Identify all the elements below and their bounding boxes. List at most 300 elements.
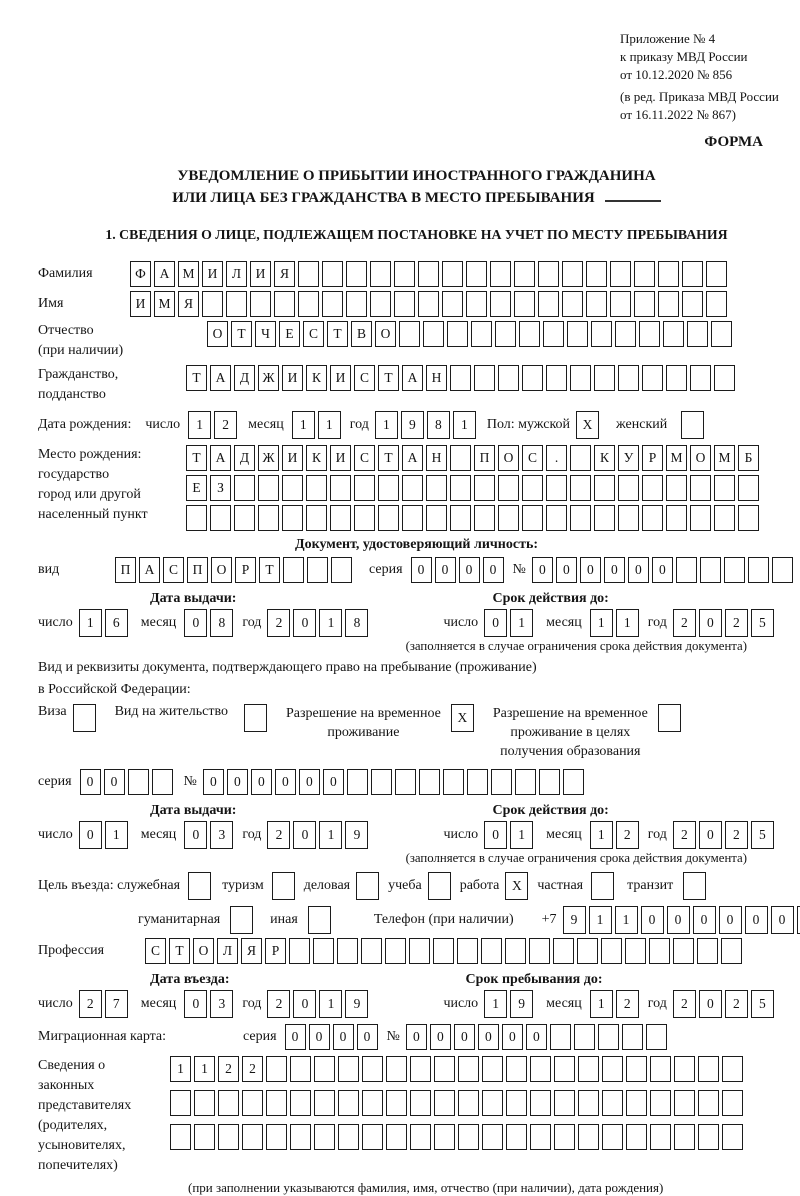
char-cell[interactable] (394, 291, 415, 317)
char-cell[interactable] (697, 938, 718, 964)
char-cell[interactable]: 0 (699, 609, 722, 637)
char-cell[interactable]: А (210, 445, 231, 471)
char-cell[interactable] (250, 291, 271, 317)
char-cell[interactable] (626, 1124, 647, 1150)
char-cell[interactable]: А (210, 365, 231, 391)
char-cell[interactable] (466, 291, 487, 317)
char-cell[interactable] (562, 261, 583, 287)
char-cell[interactable] (258, 505, 279, 531)
char-cell[interactable]: Т (259, 557, 280, 583)
char-cell[interactable] (570, 445, 591, 471)
char-cell[interactable]: 2 (725, 609, 748, 637)
char-cell[interactable] (706, 291, 727, 317)
char-cell[interactable] (562, 291, 583, 317)
char-cell[interactable] (578, 1090, 599, 1116)
char-cell[interactable] (539, 769, 560, 795)
char-cell[interactable] (337, 938, 358, 964)
char-cell[interactable]: 0 (641, 906, 664, 934)
char-cell[interactable]: 2 (267, 990, 290, 1018)
char-cell[interactable] (650, 1090, 671, 1116)
char-cell[interactable] (634, 261, 655, 287)
char-cell[interactable]: 2 (725, 821, 748, 849)
char-cell[interactable]: З (210, 475, 231, 501)
char-cell[interactable] (354, 505, 375, 531)
char-cell[interactable]: С (163, 557, 184, 583)
char-cell[interactable] (505, 938, 526, 964)
char-cell[interactable]: 2 (616, 990, 639, 1018)
char-cell[interactable] (362, 1124, 383, 1150)
char-cell[interactable] (538, 291, 559, 317)
char-cell[interactable]: 0 (484, 609, 507, 637)
char-cell[interactable]: 0 (184, 990, 207, 1018)
char-cell[interactable]: X (576, 411, 599, 439)
char-cell[interactable]: 1 (616, 609, 639, 637)
char-cell[interactable]: 0 (80, 769, 101, 795)
char-cell[interactable] (797, 906, 800, 934)
char-cell[interactable]: 1 (292, 411, 315, 439)
char-cell[interactable] (266, 1090, 287, 1116)
char-cell[interactable]: 1 (510, 609, 533, 637)
char-cell[interactable]: А (154, 261, 175, 287)
char-cell[interactable] (314, 1124, 335, 1150)
char-cell[interactable] (128, 769, 149, 795)
char-cell[interactable] (570, 505, 591, 531)
char-cell[interactable] (642, 365, 663, 391)
char-cell[interactable] (698, 1056, 719, 1082)
char-cell[interactable]: 1 (319, 609, 342, 637)
char-cell[interactable] (646, 1024, 667, 1050)
char-cell[interactable]: 2 (673, 609, 696, 637)
char-cell[interactable]: 5 (751, 821, 774, 849)
char-cell[interactable]: 6 (105, 609, 128, 637)
char-cell[interactable]: 0 (604, 557, 625, 583)
char-cell[interactable]: Л (226, 261, 247, 287)
char-cell[interactable]: Р (235, 557, 256, 583)
char-cell[interactable] (495, 321, 516, 347)
char-cell[interactable]: 1 (188, 411, 211, 439)
char-cell[interactable]: 1 (319, 990, 342, 1018)
char-cell[interactable]: П (115, 557, 136, 583)
char-cell[interactable] (458, 1124, 479, 1150)
char-cell[interactable] (598, 1024, 619, 1050)
char-cell[interactable]: Ч (255, 321, 276, 347)
char-cell[interactable]: Т (378, 365, 399, 391)
char-cell[interactable] (634, 291, 655, 317)
char-cell[interactable]: 0 (357, 1024, 378, 1050)
char-cell[interactable] (772, 557, 793, 583)
char-cell[interactable] (714, 475, 735, 501)
char-cell[interactable] (282, 475, 303, 501)
char-cell[interactable] (428, 872, 451, 900)
char-cell[interactable] (410, 1090, 431, 1116)
char-cell[interactable]: И (330, 445, 351, 471)
char-cell[interactable] (356, 872, 379, 900)
char-cell[interactable] (450, 365, 471, 391)
char-cell[interactable] (546, 505, 567, 531)
char-cell[interactable] (530, 1090, 551, 1116)
char-cell[interactable] (290, 1124, 311, 1150)
char-cell[interactable]: 0 (227, 769, 248, 795)
char-cell[interactable]: 0 (293, 821, 316, 849)
char-cell[interactable] (515, 769, 536, 795)
char-cell[interactable]: 8 (210, 609, 233, 637)
char-cell[interactable]: 0 (184, 821, 207, 849)
char-cell[interactable]: 0 (333, 1024, 354, 1050)
char-cell[interactable] (330, 505, 351, 531)
char-cell[interactable]: И (282, 365, 303, 391)
char-cell[interactable] (650, 1056, 671, 1082)
char-cell[interactable] (313, 938, 334, 964)
char-cell[interactable]: С (145, 938, 166, 964)
char-cell[interactable] (506, 1090, 527, 1116)
char-cell[interactable] (625, 938, 646, 964)
char-cell[interactable] (210, 505, 231, 531)
char-cell[interactable] (554, 1056, 575, 1082)
char-cell[interactable]: Е (279, 321, 300, 347)
char-cell[interactable] (594, 505, 615, 531)
char-cell[interactable]: 0 (309, 1024, 330, 1050)
char-cell[interactable] (618, 365, 639, 391)
char-cell[interactable] (602, 1090, 623, 1116)
char-cell[interactable] (482, 1090, 503, 1116)
char-cell[interactable] (711, 321, 732, 347)
char-cell[interactable]: Ф (130, 261, 151, 287)
char-cell[interactable] (354, 475, 375, 501)
char-cell[interactable] (73, 704, 96, 732)
char-cell[interactable]: 2 (242, 1056, 263, 1082)
char-cell[interactable] (322, 291, 343, 317)
char-cell[interactable]: 0 (79, 821, 102, 849)
char-cell[interactable] (338, 1124, 359, 1150)
char-cell[interactable] (700, 557, 721, 583)
char-cell[interactable] (642, 475, 663, 501)
char-cell[interactable] (346, 291, 367, 317)
char-cell[interactable] (290, 1090, 311, 1116)
char-cell[interactable]: 0 (454, 1024, 475, 1050)
char-cell[interactable]: О (193, 938, 214, 964)
char-cell[interactable]: Р (642, 445, 663, 471)
char-cell[interactable]: 0 (693, 906, 716, 934)
char-cell[interactable] (266, 1056, 287, 1082)
char-cell[interactable] (673, 938, 694, 964)
char-cell[interactable] (481, 938, 502, 964)
char-cell[interactable] (553, 938, 574, 964)
char-cell[interactable] (591, 321, 612, 347)
char-cell[interactable] (570, 365, 591, 391)
char-cell[interactable] (434, 1124, 455, 1150)
char-cell[interactable]: Н (426, 445, 447, 471)
char-cell[interactable] (610, 291, 631, 317)
char-cell[interactable] (378, 475, 399, 501)
char-cell[interactable] (234, 505, 255, 531)
char-cell[interactable] (658, 261, 679, 287)
char-cell[interactable] (466, 261, 487, 287)
char-cell[interactable]: 2 (79, 990, 102, 1018)
char-cell[interactable]: 0 (699, 821, 722, 849)
char-cell[interactable] (272, 872, 295, 900)
char-cell[interactable]: Т (378, 445, 399, 471)
char-cell[interactable]: Д (234, 445, 255, 471)
char-cell[interactable] (506, 1124, 527, 1150)
char-cell[interactable] (594, 475, 615, 501)
char-cell[interactable] (666, 505, 687, 531)
char-cell[interactable]: 2 (218, 1056, 239, 1082)
char-cell[interactable]: 1 (510, 821, 533, 849)
char-cell[interactable] (514, 261, 535, 287)
char-cell[interactable] (698, 1090, 719, 1116)
char-cell[interactable] (570, 475, 591, 501)
char-cell[interactable]: 1 (590, 821, 613, 849)
char-cell[interactable] (410, 1124, 431, 1150)
char-cell[interactable]: 2 (267, 821, 290, 849)
char-cell[interactable] (194, 1124, 215, 1150)
char-cell[interactable]: 0 (745, 906, 768, 934)
char-cell[interactable]: Т (327, 321, 348, 347)
char-cell[interactable] (378, 505, 399, 531)
char-cell[interactable]: 1 (170, 1056, 191, 1082)
char-cell[interactable]: Ж (258, 445, 279, 471)
char-cell[interactable] (188, 872, 211, 900)
char-cell[interactable] (574, 1024, 595, 1050)
char-cell[interactable] (666, 365, 687, 391)
char-cell[interactable]: Т (231, 321, 252, 347)
char-cell[interactable] (386, 1124, 407, 1150)
char-cell[interactable]: 0 (628, 557, 649, 583)
char-cell[interactable] (567, 321, 588, 347)
char-cell[interactable]: 8 (345, 609, 368, 637)
char-cell[interactable] (433, 938, 454, 964)
char-cell[interactable] (298, 261, 319, 287)
char-cell[interactable] (170, 1124, 191, 1150)
char-cell[interactable] (722, 1124, 743, 1150)
char-cell[interactable]: 2 (725, 990, 748, 1018)
char-cell[interactable] (522, 475, 543, 501)
char-cell[interactable] (577, 938, 598, 964)
char-cell[interactable] (550, 1024, 571, 1050)
char-cell[interactable]: 0 (667, 906, 690, 934)
char-cell[interactable]: 0 (435, 557, 456, 583)
char-cell[interactable]: 2 (267, 609, 290, 637)
char-cell[interactable] (386, 1056, 407, 1082)
char-cell[interactable]: П (187, 557, 208, 583)
char-cell[interactable] (722, 1090, 743, 1116)
char-cell[interactable] (458, 1056, 479, 1082)
char-cell[interactable] (395, 769, 416, 795)
char-cell[interactable]: . (546, 445, 567, 471)
char-cell[interactable]: А (402, 365, 423, 391)
char-cell[interactable] (738, 475, 759, 501)
char-cell[interactable] (721, 938, 742, 964)
char-cell[interactable]: 0 (532, 557, 553, 583)
char-cell[interactable] (426, 505, 447, 531)
char-cell[interactable] (498, 475, 519, 501)
char-cell[interactable] (362, 1056, 383, 1082)
char-cell[interactable]: О (498, 445, 519, 471)
char-cell[interactable] (642, 505, 663, 531)
char-cell[interactable] (399, 321, 420, 347)
char-cell[interactable]: 1 (589, 906, 612, 934)
char-cell[interactable]: 0 (293, 990, 316, 1018)
char-cell[interactable] (578, 1056, 599, 1082)
char-cell[interactable]: 2 (616, 821, 639, 849)
char-cell[interactable] (674, 1090, 695, 1116)
char-cell[interactable] (482, 1124, 503, 1150)
char-cell[interactable] (419, 769, 440, 795)
char-cell[interactable]: 0 (526, 1024, 547, 1050)
char-cell[interactable] (506, 1056, 527, 1082)
char-cell[interactable]: Т (186, 445, 207, 471)
char-cell[interactable] (578, 1124, 599, 1150)
char-cell[interactable] (650, 1124, 671, 1150)
char-cell[interactable] (706, 261, 727, 287)
char-cell[interactable] (442, 261, 463, 287)
char-cell[interactable]: М (666, 445, 687, 471)
char-cell[interactable]: 1 (318, 411, 341, 439)
char-cell[interactable]: М (178, 261, 199, 287)
char-cell[interactable] (601, 938, 622, 964)
char-cell[interactable] (714, 505, 735, 531)
char-cell[interactable] (290, 1056, 311, 1082)
char-cell[interactable] (615, 321, 636, 347)
char-cell[interactable]: 1 (319, 821, 342, 849)
char-cell[interactable]: 1 (453, 411, 476, 439)
char-cell[interactable] (498, 365, 519, 391)
char-cell[interactable]: 0 (299, 769, 320, 795)
char-cell[interactable] (626, 1090, 647, 1116)
char-cell[interactable] (418, 261, 439, 287)
char-cell[interactable] (426, 475, 447, 501)
char-cell[interactable] (690, 475, 711, 501)
char-cell[interactable]: Е (186, 475, 207, 501)
char-cell[interactable]: Р (265, 938, 286, 964)
char-cell[interactable] (546, 365, 567, 391)
char-cell[interactable]: 9 (345, 990, 368, 1018)
char-cell[interactable]: 0 (411, 557, 432, 583)
char-cell[interactable] (442, 291, 463, 317)
char-cell[interactable]: 9 (510, 990, 533, 1018)
char-cell[interactable]: С (354, 445, 375, 471)
char-cell[interactable] (658, 291, 679, 317)
char-cell[interactable]: 0 (293, 609, 316, 637)
char-cell[interactable]: И (282, 445, 303, 471)
char-cell[interactable] (514, 291, 535, 317)
char-cell[interactable]: И (202, 261, 223, 287)
char-cell[interactable] (371, 769, 392, 795)
char-cell[interactable] (687, 321, 708, 347)
char-cell[interactable]: М (714, 445, 735, 471)
char-cell[interactable] (674, 1056, 695, 1082)
char-cell[interactable] (409, 938, 430, 964)
char-cell[interactable]: М (154, 291, 175, 317)
char-cell[interactable]: 1 (484, 990, 507, 1018)
char-cell[interactable] (471, 321, 492, 347)
char-cell[interactable]: X (451, 704, 474, 732)
char-cell[interactable] (674, 1124, 695, 1150)
char-cell[interactable] (443, 769, 464, 795)
char-cell[interactable] (423, 321, 444, 347)
char-cell[interactable] (314, 1056, 335, 1082)
char-cell[interactable]: 1 (194, 1056, 215, 1082)
char-cell[interactable]: 0 (184, 609, 207, 637)
char-cell[interactable] (338, 1056, 359, 1082)
char-cell[interactable] (543, 321, 564, 347)
char-cell[interactable] (681, 411, 704, 439)
char-cell[interactable]: 0 (652, 557, 673, 583)
char-cell[interactable] (282, 505, 303, 531)
char-cell[interactable]: И (330, 365, 351, 391)
char-cell[interactable] (274, 291, 295, 317)
char-cell[interactable] (394, 261, 415, 287)
char-cell[interactable]: 0 (430, 1024, 451, 1050)
char-cell[interactable] (522, 505, 543, 531)
char-cell[interactable]: С (354, 365, 375, 391)
char-cell[interactable] (591, 872, 614, 900)
char-cell[interactable]: О (207, 321, 228, 347)
char-cell[interactable] (724, 557, 745, 583)
char-cell[interactable] (331, 557, 352, 583)
char-cell[interactable] (474, 475, 495, 501)
char-cell[interactable] (682, 261, 703, 287)
char-cell[interactable] (618, 475, 639, 501)
char-cell[interactable] (283, 557, 304, 583)
char-cell[interactable] (347, 769, 368, 795)
char-cell[interactable] (563, 769, 584, 795)
char-cell[interactable] (194, 1090, 215, 1116)
char-cell[interactable] (402, 475, 423, 501)
char-cell[interactable] (467, 769, 488, 795)
char-cell[interactable] (457, 938, 478, 964)
char-cell[interactable]: 0 (459, 557, 480, 583)
char-cell[interactable] (314, 1090, 335, 1116)
char-cell[interactable] (298, 291, 319, 317)
char-cell[interactable]: Ж (258, 365, 279, 391)
char-cell[interactable]: Н (426, 365, 447, 391)
char-cell[interactable] (338, 1090, 359, 1116)
char-cell[interactable]: У (618, 445, 639, 471)
char-cell[interactable] (474, 365, 495, 391)
char-cell[interactable] (690, 505, 711, 531)
char-cell[interactable] (586, 291, 607, 317)
char-cell[interactable] (530, 1056, 551, 1082)
char-cell[interactable] (402, 505, 423, 531)
char-cell[interactable]: 0 (556, 557, 577, 583)
char-cell[interactable] (622, 1024, 643, 1050)
char-cell[interactable] (491, 769, 512, 795)
char-cell[interactable] (530, 1124, 551, 1150)
char-cell[interactable]: 0 (699, 990, 722, 1018)
char-cell[interactable]: 5 (751, 609, 774, 637)
char-cell[interactable] (434, 1090, 455, 1116)
char-cell[interactable] (306, 475, 327, 501)
char-cell[interactable]: 0 (406, 1024, 427, 1050)
char-cell[interactable] (226, 291, 247, 317)
char-cell[interactable] (586, 261, 607, 287)
char-cell[interactable]: 0 (478, 1024, 499, 1050)
char-cell[interactable] (649, 938, 670, 964)
char-cell[interactable] (738, 505, 759, 531)
char-cell[interactable] (322, 261, 343, 287)
char-cell[interactable] (385, 938, 406, 964)
char-cell[interactable]: 8 (427, 411, 450, 439)
char-cell[interactable] (610, 261, 631, 287)
char-cell[interactable] (244, 704, 267, 732)
char-cell[interactable] (434, 1056, 455, 1082)
char-cell[interactable] (602, 1124, 623, 1150)
char-cell[interactable]: Л (217, 938, 238, 964)
char-cell[interactable]: 2 (214, 411, 237, 439)
char-cell[interactable]: 0 (251, 769, 272, 795)
char-cell[interactable]: 0 (104, 769, 125, 795)
